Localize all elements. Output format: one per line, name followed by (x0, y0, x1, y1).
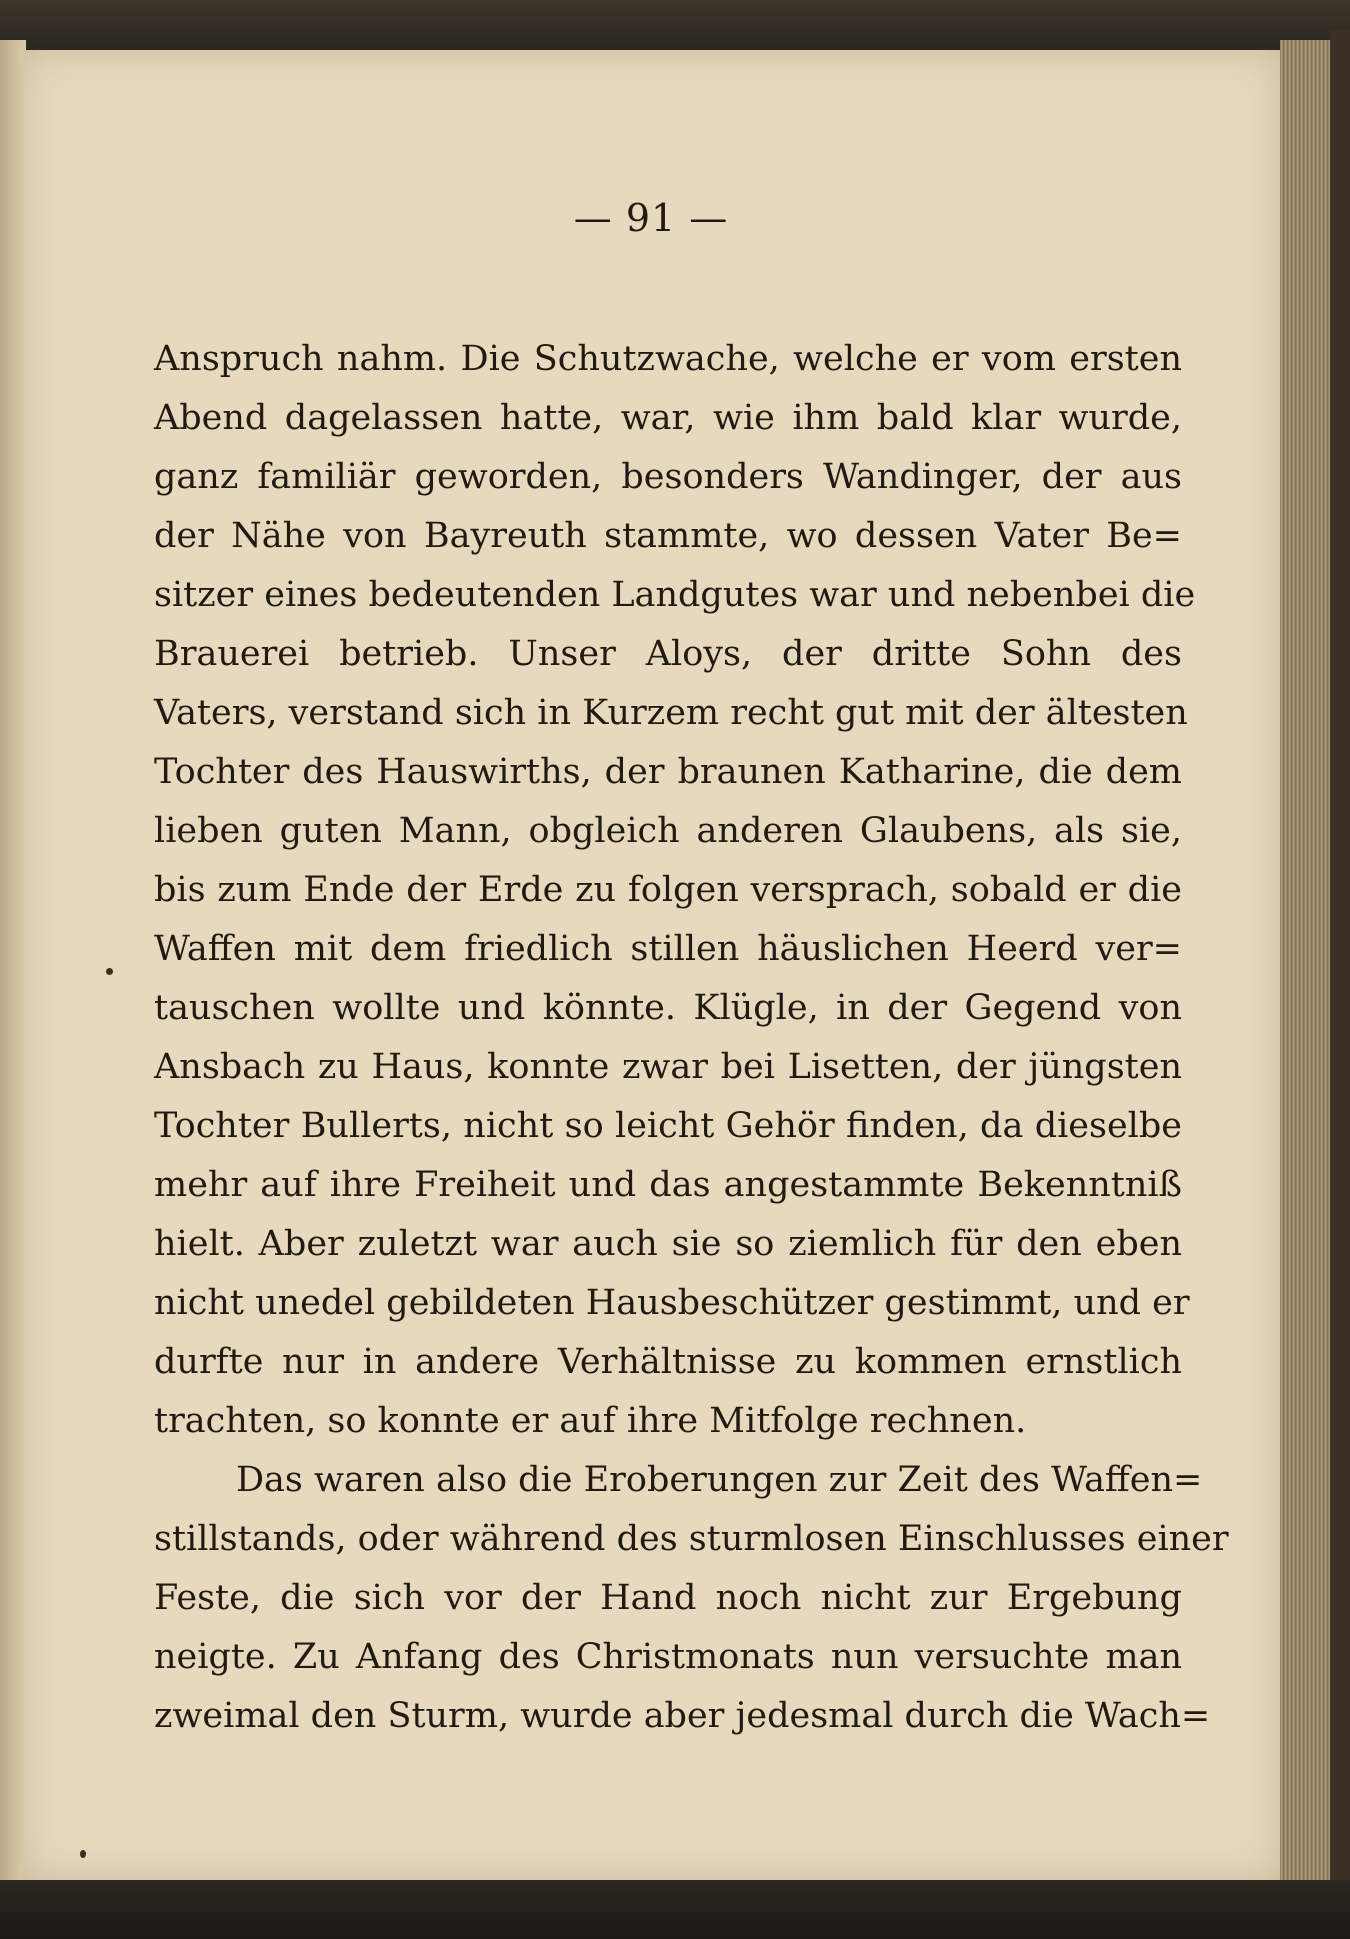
book-cover-right (1330, 30, 1350, 1910)
page-block-edges (1280, 40, 1332, 1890)
text-line: zweimal den Sturm, wurde aber jedesmal durch die Wach= (154, 1696, 1211, 1736)
text-line: Anspruch nahm. Die Schutzwache, welche er vom ersten (154, 339, 1182, 379)
text-line: durfte nur in andere Verhältnisse zu kommen ernstlich (154, 1342, 1182, 1382)
page-number: — 91 — (573, 196, 729, 240)
text-line: Waffen mit dem friedlich stillen häuslichen Heerd ver= (154, 929, 1182, 969)
text-line: der Nähe von Bayreuth stammte, wo dessen Vater Be= (154, 516, 1182, 556)
text-line: lieben guten Mann, obgleich anderen Glaubens, als sie, (154, 811, 1182, 851)
text-line: Abend dagelassen hatte, war, wie ihm bald klar wurde, (154, 398, 1182, 438)
page-text (154, 330, 1229, 1746)
text-line: Brauerei betrieb. Unser Aloys, der dritte Sohn des (154, 634, 1182, 674)
text-line: Das waren also die Eroberungen zur Zeit des Waffen= (236, 1460, 1203, 1500)
text-line: trachten, so konnte er auf ihre Mitfolge rechnen. (154, 1401, 1027, 1441)
book-cover-bottom (0, 1880, 1350, 1939)
ink-speck (106, 968, 113, 975)
book-cover-top (0, 0, 1350, 52)
text-line: hielt. Aber zuletzt war auch sie so ziemlich für den eben (154, 1224, 1182, 1264)
book-page (22, 50, 1280, 1880)
text-line: stillstands, oder während des sturmlosen Einschlusses einer (154, 1519, 1229, 1559)
text-line: Tochter Bullerts, nicht so leicht Gehör finden, da dieselbe (154, 1106, 1182, 1146)
text-line: Tochter des Hauswirths, der braunen Katharine, die dem (154, 752, 1182, 792)
text-line: nicht unedel gebildeten Hausbeschützer gestimmt, und er (154, 1283, 1190, 1323)
text-line: Feste, die sich vor der Hand noch nicht zur Ergebung (154, 1578, 1182, 1618)
text-line: ganz familiär geworden, besonders Wandinger, der aus (154, 457, 1182, 497)
text-line: Ansbach zu Haus, konnte zwar bei Lisetten, der jüngsten (154, 1047, 1182, 1087)
text-line: Vaters, verstand sich in Kurzem recht gut mit der ältesten (154, 693, 1188, 733)
text-line: sitzer eines bedeutenden Landgutes war und nebenbei die (154, 575, 1196, 615)
text-line: bis zum Ende der Erde zu folgen versprach, sobald er die (154, 870, 1182, 910)
ink-speck (80, 1850, 86, 1858)
text-line: mehr auf ihre Freiheit und das angestammte Bekenntniß (154, 1165, 1182, 1205)
text-line: tauschen wollte und könnte. Klügle, in der Gegend von (154, 988, 1182, 1028)
text-line: neigte. Zu Anfang des Christmonats nun versuchte man (154, 1637, 1182, 1677)
